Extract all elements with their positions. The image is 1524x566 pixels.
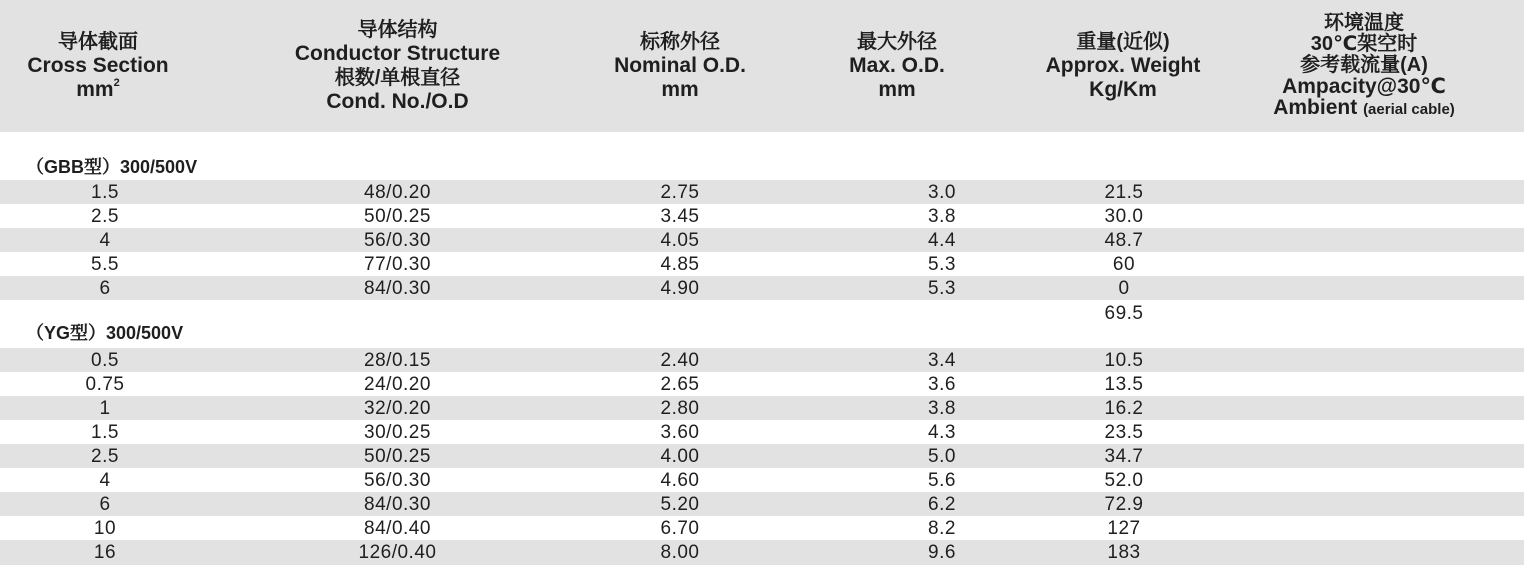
header-max-od xyxy=(822,0,972,132)
cell-max-od: 6.2 xyxy=(928,494,956,515)
cell-weight: 0 xyxy=(1118,278,1130,299)
cell-cross-section: 1 xyxy=(99,398,111,419)
table-row xyxy=(0,516,1524,540)
table-row xyxy=(0,540,1524,565)
cell-nominal-od: 5.20 xyxy=(660,494,700,515)
header-cross-section xyxy=(0,0,196,132)
cell-structure: 84/0.30 xyxy=(364,278,431,299)
cell-weight: 183 xyxy=(1107,542,1141,563)
cell-max-od: 9.6 xyxy=(928,542,956,563)
table-row xyxy=(0,348,1524,372)
cell-cross-section: 0.5 xyxy=(91,350,119,371)
cell-nominal-od: 4.90 xyxy=(660,278,700,299)
cell-cross-section: 16 xyxy=(93,542,117,563)
header-weight-unit: Kg/Km xyxy=(1089,78,1157,101)
header-ampacity-cn1: 环境温度 xyxy=(1324,11,1404,34)
section-title-yg: （YG型）300/500V xyxy=(26,323,184,343)
cell-max-od: 3.8 xyxy=(928,398,956,419)
header-cross-section-unit-sup: 2 xyxy=(113,77,120,89)
header-max-od-en: Max. O.D. xyxy=(849,54,945,77)
cell-weight: 13.5 xyxy=(1104,374,1144,395)
table-row xyxy=(0,420,1524,444)
table-header xyxy=(0,0,1524,132)
header-structure-cn1: 导体结构 xyxy=(357,19,438,41)
header-max-od-unit: mm xyxy=(878,78,916,101)
cell-structure: 48/0.20 xyxy=(364,182,431,203)
cell-cross-section: 1.5 xyxy=(91,182,119,203)
cell-cross-section: 2.5 xyxy=(91,206,119,227)
header-ampacity-en2-line xyxy=(1273,97,1455,120)
table-row xyxy=(0,180,1524,204)
cell-structure: 126/0.40 xyxy=(358,542,437,563)
header-structure-cn2: 根数/单根直径 xyxy=(334,67,461,89)
header-structure-en1: Conductor Structure xyxy=(294,42,501,65)
cell-cross-section: 10 xyxy=(93,518,117,539)
header-ampacity-en1: Ampacity@30℃ xyxy=(1282,74,1446,98)
cell-structure: 56/0.30 xyxy=(364,470,431,491)
cell-cross-section: 1.5 xyxy=(91,422,119,443)
cell-nominal-od: 4.85 xyxy=(660,254,700,275)
cell-weight: 48.7 xyxy=(1104,230,1144,251)
cell-weight: 21.5 xyxy=(1104,182,1144,203)
cell-max-od: 3.0 xyxy=(928,182,956,203)
table-row xyxy=(0,204,1524,228)
table-row xyxy=(0,492,1524,516)
header-structure xyxy=(255,0,540,132)
cell-structure: 50/0.25 xyxy=(364,446,431,467)
cell-max-od: 5.0 xyxy=(928,446,956,467)
header-weight-cn: 重量(近似) xyxy=(1076,31,1170,53)
header-max-od-cn: 最大外径 xyxy=(857,31,937,53)
cell-cross-section: 0.75 xyxy=(85,374,125,395)
header-ampacity-cn2: 30℃架空时 xyxy=(1310,32,1418,55)
cell-cross-section: 4 xyxy=(99,230,111,251)
cell-structure: 77/0.30 xyxy=(364,254,431,275)
header-cross-section-unit-line xyxy=(76,78,119,102)
cell-nominal-od: 3.60 xyxy=(660,422,700,443)
header-weight xyxy=(1018,0,1228,132)
header-cross-section-cn: 导体截面 xyxy=(58,31,138,53)
cell-weight: 127 xyxy=(1107,518,1141,539)
cell-cross-section: 6 xyxy=(99,494,111,515)
table-row xyxy=(0,252,1524,276)
header-ampacity-en2-small: (aerial cable) xyxy=(1363,100,1455,118)
cell-max-od: 4.4 xyxy=(928,230,956,251)
header-ampacity xyxy=(1260,0,1468,132)
section-title-gbb: （GBB型）300/500V xyxy=(26,157,198,177)
cell-nominal-od: 2.40 xyxy=(660,350,700,371)
cell-weight: 30.0 xyxy=(1104,206,1144,227)
header-weight-en: Approx. Weight xyxy=(1045,54,1201,77)
cell-nominal-od: 8.00 xyxy=(660,542,700,563)
cell-structure: 56/0.30 xyxy=(364,230,431,251)
table-row xyxy=(0,444,1524,468)
header-nominal-od-en: Nominal O.D. xyxy=(614,54,746,77)
cell-structure: 32/0.20 xyxy=(364,398,431,419)
cell-max-od: 3.4 xyxy=(928,350,956,371)
trailing-weight-value: 69.5 xyxy=(1104,303,1144,324)
cell-nominal-od: 4.00 xyxy=(660,446,700,467)
cell-weight: 52.0 xyxy=(1104,470,1144,491)
cell-nominal-od: 6.70 xyxy=(660,518,700,539)
header-cross-section-unit: mm xyxy=(76,78,114,101)
cell-max-od: 4.3 xyxy=(928,422,956,443)
cell-weight: 34.7 xyxy=(1104,446,1144,467)
cell-nominal-od: 2.65 xyxy=(660,374,700,395)
header-cross-section-en: Cross Section xyxy=(27,54,169,77)
cell-nominal-od: 2.80 xyxy=(660,398,700,419)
cell-max-od: 3.6 xyxy=(928,374,956,395)
cell-max-od: 8.2 xyxy=(928,518,956,539)
table-row xyxy=(0,468,1524,492)
cell-weight: 60 xyxy=(1112,254,1136,275)
table-row xyxy=(0,228,1524,252)
header-ampacity-cn3: 参考载流量(A) xyxy=(1300,53,1428,76)
cell-structure: 84/0.30 xyxy=(364,494,431,515)
cell-cross-section: 2.5 xyxy=(91,446,119,467)
cell-max-od: 5.3 xyxy=(928,278,956,299)
cell-weight: 10.5 xyxy=(1104,350,1144,371)
cell-nominal-od: 3.45 xyxy=(660,206,700,227)
cell-cross-section: 6 xyxy=(99,278,111,299)
cell-structure: 24/0.20 xyxy=(364,374,431,395)
cell-weight: 72.9 xyxy=(1104,494,1144,515)
cell-weight: 23.5 xyxy=(1104,422,1144,443)
table-row xyxy=(0,276,1524,300)
cell-structure: 50/0.25 xyxy=(364,206,431,227)
cell-nominal-od: 2.75 xyxy=(660,182,700,203)
cell-structure: 30/0.25 xyxy=(364,422,431,443)
table-row xyxy=(0,396,1524,420)
cell-nominal-od: 4.60 xyxy=(660,470,700,491)
cell-max-od: 3.8 xyxy=(928,206,956,227)
table-row xyxy=(0,372,1524,396)
cell-max-od: 5.6 xyxy=(928,470,956,491)
cell-structure: 84/0.40 xyxy=(364,518,431,539)
cell-cross-section: 4 xyxy=(99,470,111,491)
header-nominal-od xyxy=(580,0,780,132)
cell-cross-section: 5.5 xyxy=(91,254,119,275)
cell-max-od: 5.3 xyxy=(928,254,956,275)
cell-nominal-od: 4.05 xyxy=(660,230,700,251)
header-structure-en2: Cond. No./O.D xyxy=(326,90,469,113)
header-nominal-od-cn: 标称外径 xyxy=(640,31,720,53)
header-ampacity-en2: Ambient xyxy=(1273,95,1358,119)
cell-structure: 28/0.15 xyxy=(364,350,431,371)
cell-weight: 16.2 xyxy=(1104,398,1144,419)
header-nominal-od-unit: mm xyxy=(661,78,699,101)
